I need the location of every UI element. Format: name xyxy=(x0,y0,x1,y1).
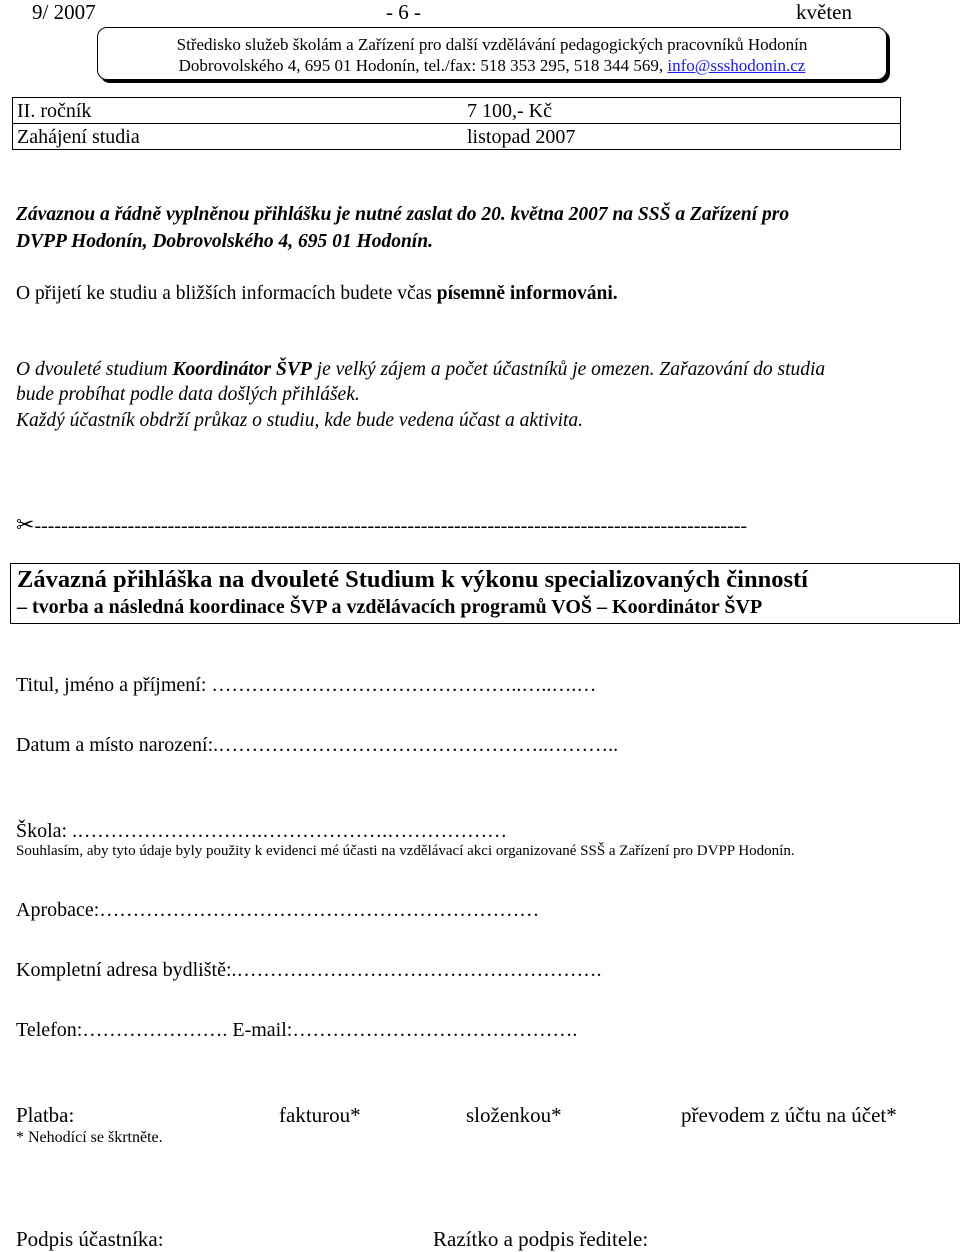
course-table xyxy=(12,97,901,150)
payment-option-invoice[interactable]: fakturou* xyxy=(279,1103,361,1127)
acceptance-bold: písemně informováni. xyxy=(436,283,618,304)
name-field[interactable]: Titul, jméno a příjmení: ………………………………………..…..….… xyxy=(16,674,597,696)
payment-option-transfer[interactable]: převodem z účtu na účet* xyxy=(681,1103,897,1127)
info-course-name: Koordinátor ŠVP xyxy=(172,359,312,380)
institution-box xyxy=(97,27,887,80)
course-year: II. ročník xyxy=(13,98,464,124)
school-field[interactable]: Škola: .……………………….……………….……………… xyxy=(16,820,508,842)
course-price: 7 100,- Kč xyxy=(463,98,901,124)
scissors-icon: ✂ xyxy=(16,512,35,537)
info-text-a: O dvouleté studium xyxy=(16,359,173,380)
table-row xyxy=(13,98,901,124)
institution-address xyxy=(98,55,886,76)
address-field[interactable]: Kompletní adresa bydliště:.………………………………………………. xyxy=(16,959,602,981)
application-title-box xyxy=(10,563,960,624)
issue-number: 9/ 2007 xyxy=(32,0,96,24)
payment-label: Platba: xyxy=(16,1103,75,1127)
approbation-field[interactable]: Aprobace:………………………………………………………… xyxy=(16,899,540,921)
application-title: Závazná přihláška na dvouleté Studium k výkonu specializovaných činností xyxy=(17,566,808,593)
institution-name: Středisko služeb školám a Zařízení pro další vzdělávání pedagogických pracovníků Hodonín xyxy=(176,35,808,54)
deadline-line1: Závaznou a řádně vyplněnou přihlášku je nutné zaslat do 20. května 2007 na SSŠ a Zařízení pro xyxy=(16,204,790,225)
course-start-label: Zahájení studia xyxy=(13,124,464,150)
application-subtitle: – tvorba a následná koordinace ŠVP a vzdělávacích programů VOŠ – Koordinátor ŠVP xyxy=(17,596,763,618)
payment-option-postal[interactable]: složenkou* xyxy=(466,1103,562,1127)
course-start-date: listopad 2007 xyxy=(463,124,901,150)
info-line1 xyxy=(16,357,825,382)
info-line3: Každý účastník obdrží průkaz o studiu, kde bude vedena účast a aktivita. xyxy=(16,410,584,431)
payment-note: * Nehodící se škrtněte. xyxy=(16,1129,163,1146)
issue-month: květen xyxy=(796,0,852,24)
consent-text: Souhlasím, aby tyto údaje byly použity k evidenci mé účasti na vzdělávací akci organizované SSŠ a Zařízení pro DVPP Hodonín. xyxy=(16,843,795,859)
institution-contact: Dobrovolského 4, 695 01 Hodonín, tel./fax: 518 353 295, 518 344 569, xyxy=(178,56,668,75)
phone-email-field[interactable]: Telefon:…………………. E-mail:……………………………………. xyxy=(16,1019,578,1041)
acceptance-info xyxy=(16,281,618,306)
deadline-line2: DVPP Hodonín, Dobrovolského 4, 695 01 Hodonín. xyxy=(16,231,433,252)
participant-signature: Podpis účastníka: xyxy=(16,1227,164,1251)
page-number: - 6 - xyxy=(386,0,421,24)
cut-line xyxy=(16,512,747,538)
acceptance-text: O přijetí ke studiu a bližších informacích budete včas xyxy=(16,283,437,304)
director-signature: Razítko a podpis ředitele: xyxy=(433,1227,649,1251)
institution-email-link[interactable]: info@ssshodonin.cz xyxy=(667,56,806,75)
dashed-cut-line: ----------------------------------------------------------------------------------------------------------- xyxy=(34,515,748,537)
info-line2: bude probíhat podle data došlých přihlášek. xyxy=(16,384,360,405)
table-row xyxy=(13,124,901,150)
info-text-b: je velký zájem a počet účastníků je omezen. Zařazování do studia xyxy=(311,359,826,380)
birth-field[interactable]: Datum a místo narození:.…………………………………………..……….. xyxy=(16,734,619,756)
